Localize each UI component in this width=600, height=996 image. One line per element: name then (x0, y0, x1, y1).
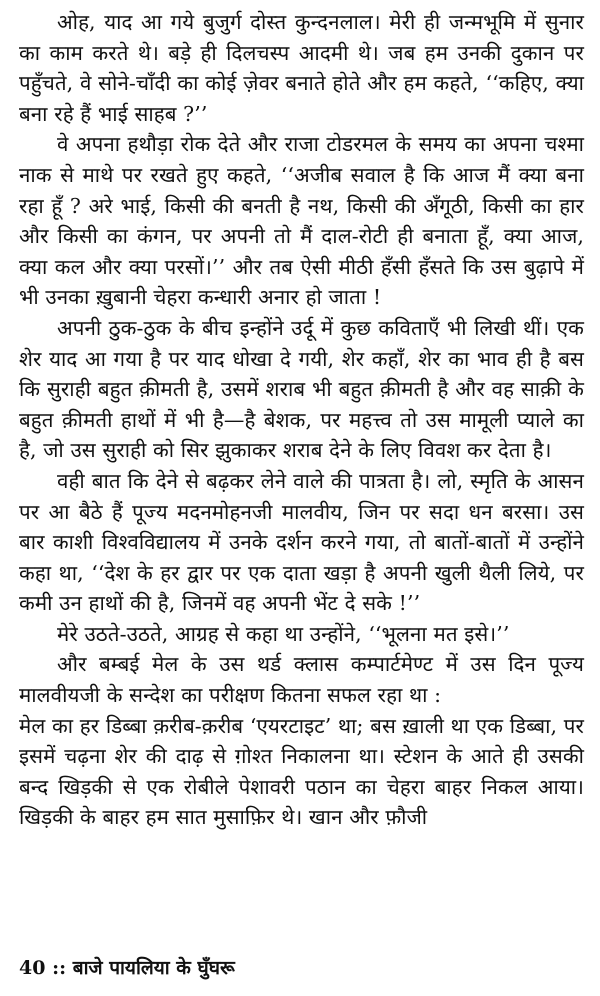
paragraph-5: मेरे उठते-उठते, आग्रह से कहा था उन्होंने, ‘‘भूलना मत इसे।’’ (57, 621, 510, 646)
paragraph-3: अपनी ठुक-ठुक के बीच इन्होंने उर्दू में कुछ कविताएँ भी लिखी थीं। एक शेर याद आ गया है पर याद धोखा दे गयी, शेर कहाँ, शेर का भाव ही है बस कि सुराही बहुत क़ीमती है, उसमें शराब भी बहुत क़ीमती है और वह साक़ी के बहुत क़ीमती हाथों में भी है—है बेशक, पर महत्त्व तो उस मामूली प्याले का है, जो उस सुराही को सिर झुकाकर शराब देने के लिए विवश कर देता है। (19, 315, 584, 463)
page-footer (19, 956, 235, 980)
page-number: 40 (19, 957, 46, 979)
book-title: बाजे पायलिया के घुँघरू (72, 957, 235, 979)
paragraph-4: वही बात कि देने से बढ़कर लेने वाले की पात्रता है। लो, स्मृति के आसन पर आ बैठे हैं पूज्य मदनमोहनजी मालवीय, जिन पर सदा धन बरसा। उस बार काशी विश्वविद्यालय में उनके दर्शन करने गया, तो बातों-बातों में उन्होंने कहा था, ‘‘देश के हर द्वार पर एक दाता खड़ा है अपनी खुली थैली लिये, पर कमी उन हाथों की है, जिनमें वह अपनी भेंट दे सके !’’ (19, 468, 584, 616)
body-text (19, 7, 584, 833)
paragraph-2: वे अपना हथौड़ा रोक देते और राजा टोडरमल के समय का अपना चश्मा नाक से माथे पर रखते हुए कहते, ‘‘अजीब सवाल है कि आज मैं क्या बना रहा हूँ ? अरे भाई, किसी की बनती है नथ, किसी की अँगूठी, किसी का हार और किसी का कंगन, पर अपनी तो मैं दाल-रोटी ही बनाता हूँ, क्या आज, क्या कल और क्या परसों।’’ और तब ऐसी मीठी हँसी हँसते कि उस बुढ़ापे में भी उनका ख़ुबानी चेहरा कन्धारी अनार हो जाता ! (19, 132, 584, 310)
footer-separator: :: (52, 957, 67, 979)
paragraph-7: मेल का हर डिब्बा क़रीब-क़रीब ‘एयरटाइट’ था; बस ख़ाली था एक डिब्बा, पर इसमें चढ़ना शेर की दाढ़ से ग़ोश्त निकालना था। स्टेशन के आते ही उसकी बन्द खिड़की से एक रोबीले पेशावरी पठान का चेहरा बाहर निकल आया। खिड़की के बाहर हम सात मुसाफ़िर थे। खान और फ़ौजी (19, 713, 584, 830)
paragraph-1: ओह, याद आ गये बुजुर्ग दोस्त कुन्दनलाल। मेरी ही जन्मभूमि में सुनार का काम करते थे। बड़े ही दिलचस्प आदमी थे। जब हम उनकी दुकान पर पहुँचते, वे सोने-चाँदी का कोई ज़ेवर बनाते होते और हम कहते, ‘‘कहिए, क्या बना रहे हैं भाई साहब ?’’ (19, 10, 584, 126)
paragraph-6: और बम्बई मेल के उस थर्ड क्लास कम्पार्टमेण्ट में उस दिन पूज्य मालवीयजी के सन्देश का परीक्षण कितना सफल रहा था : (19, 652, 584, 708)
